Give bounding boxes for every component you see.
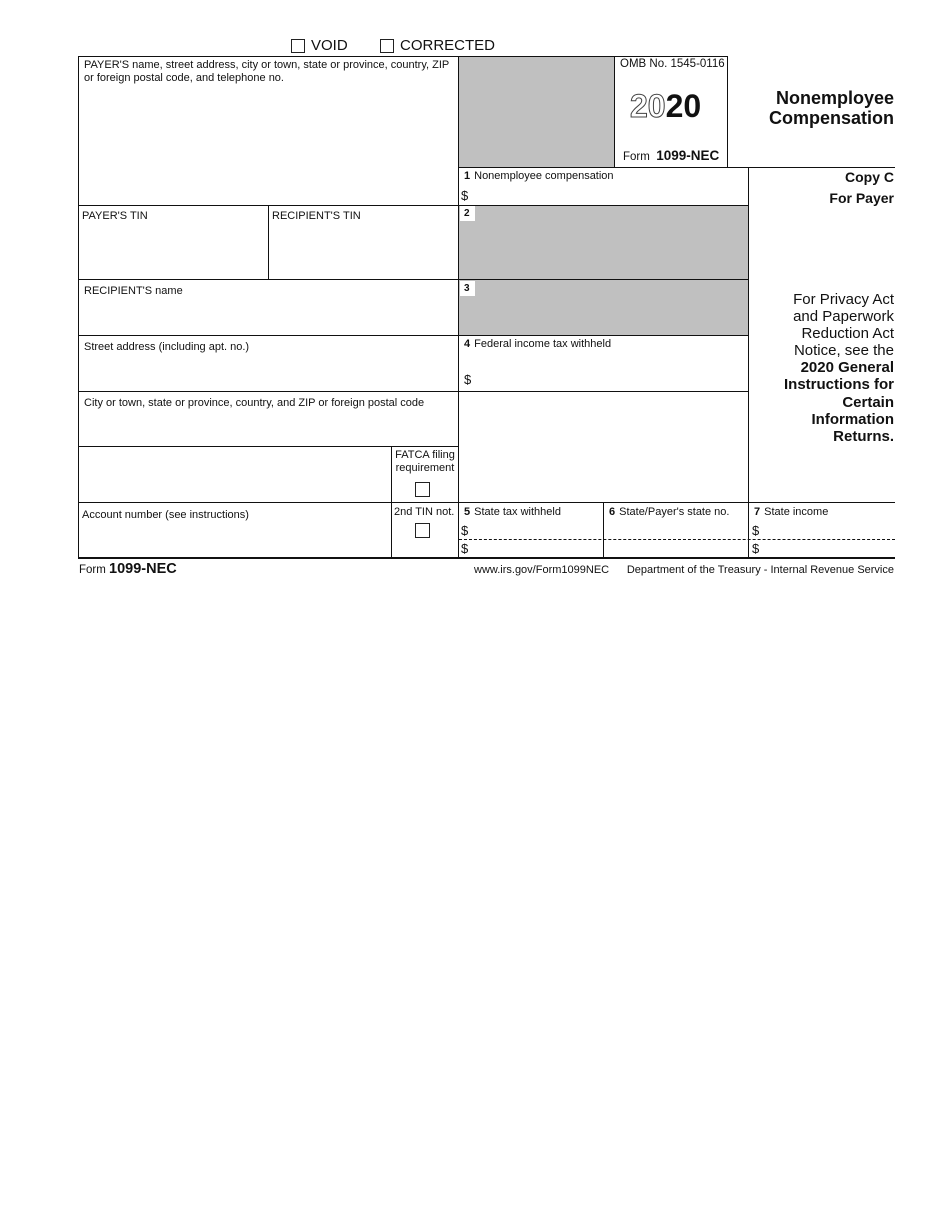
box1-label	[464, 170, 614, 183]
box3-number: 3	[460, 281, 475, 296]
footer-url: www.irs.gov/Form1099NEC	[474, 564, 610, 576]
box5-number: 5	[464, 506, 471, 518]
box6-text: State/Payer's state no.	[619, 506, 730, 518]
tax-year-outline: 20	[630, 88, 666, 124]
copy-name: Copy C	[845, 169, 894, 185]
tin-divider	[268, 205, 269, 279]
account-number-field[interactable]	[80, 524, 389, 555]
omb-right-divider	[727, 56, 728, 168]
box5-dollar-1: $	[461, 523, 469, 538]
account-number-label: Account number (see instructions)	[82, 509, 249, 521]
city-top-line	[78, 391, 748, 392]
box4-label	[464, 338, 611, 351]
void-checkbox[interactable]	[291, 39, 305, 53]
copy-column-divider	[748, 167, 749, 558]
recipient-name-field[interactable]	[80, 300, 456, 333]
omb-form-prefix: Form	[623, 151, 650, 163]
payer-name-label: PAYER'S name, street address, city or town, state or province, country, ZIP or foreign postal code, and telephone no.	[84, 59, 450, 84]
privacy-line5: 2020 General	[800, 359, 894, 377]
form-left-border	[78, 56, 79, 559]
footer-form-prefix: Form	[79, 564, 106, 576]
box4-field[interactable]	[475, 368, 746, 389]
street-address-field[interactable]	[80, 356, 456, 389]
footer-form-label	[79, 561, 177, 577]
box5-label	[464, 506, 561, 519]
omb-number: OMB No. 1545-0116	[620, 58, 725, 70]
omb-left-divider	[614, 56, 615, 168]
city-field[interactable]	[80, 412, 456, 444]
form-title-line1: Nonemployee	[775, 88, 894, 108]
fatca-checkbox[interactable]	[415, 482, 430, 497]
box7-dollar-1: $	[752, 523, 760, 538]
recipient-name-top-line	[78, 279, 748, 280]
payer-column-divider	[458, 56, 459, 559]
street-address-label: Street address (including apt. no.)	[84, 341, 250, 353]
privacy-line7: Certain	[842, 393, 894, 411]
payer-tin-label: PAYER'S TIN	[82, 210, 148, 222]
fatca-top-line	[78, 446, 459, 447]
privacy-line6: Instructions for	[783, 376, 894, 394]
tin-row-top-line	[78, 205, 748, 206]
box7-number: 7	[754, 506, 761, 518]
box5-6-divider	[603, 502, 604, 558]
privacy-line3: Reduction Act	[801, 325, 894, 343]
form-title	[748, 88, 894, 128]
box5-field-1[interactable]	[472, 522, 601, 538]
fatca-label	[393, 449, 457, 475]
box1-number: 1	[464, 170, 471, 182]
recipient-tin-field[interactable]	[270, 226, 456, 276]
second-tin-checkbox[interactable]	[415, 523, 430, 538]
state-dashed-line	[459, 539, 895, 540]
box4-dollar: $	[464, 372, 472, 387]
box5-text: State tax withheld	[474, 506, 561, 518]
privacy-line1: For Privacy Act	[793, 291, 894, 308]
recipient-name-label: RECIPIENT'S name	[84, 285, 183, 297]
privacy-line9: Returns.	[833, 427, 894, 445]
box4-number: 4	[464, 338, 471, 350]
payer-name-field[interactable]	[80, 90, 456, 202]
city-label: City or town, state or province, country, and ZIP or foreign postal code	[84, 397, 425, 409]
form-bottom-border	[78, 557, 895, 559]
privacy-notice	[752, 291, 894, 445]
second-tin-label: 2nd TIN not.	[394, 506, 455, 518]
box1-top-line	[459, 167, 895, 168]
box5-dollar-2: $	[461, 541, 469, 556]
box5-field-2[interactable]	[472, 541, 601, 556]
box4-text: Federal income tax withheld	[474, 338, 612, 350]
box1-dollar: $	[461, 188, 469, 203]
box6-field-2[interactable]	[606, 541, 746, 556]
shaded-box-2-3	[459, 205, 748, 335]
tax-year-bold: 20	[665, 88, 702, 124]
omb-form-name: 1099-NEC	[656, 148, 720, 163]
omb-form-label	[623, 148, 719, 163]
box7-dollar-2: $	[752, 541, 760, 556]
fatca-label-line1: FATCA filing	[395, 449, 455, 461]
recipient-tin-label: RECIPIENT'S TIN	[272, 210, 361, 222]
corrected-label: CORRECTED	[400, 37, 496, 54]
copy-for: For Payer	[829, 190, 894, 206]
box2-number: 2	[460, 206, 475, 221]
box6-label	[609, 506, 729, 519]
box1-text: Nonemployee compensation	[474, 170, 614, 182]
privacy-line2: and Paperwork	[793, 308, 894, 326]
form-top-border	[78, 56, 727, 57]
box1-field[interactable]	[472, 186, 746, 204]
box6-field-1[interactable]	[606, 522, 746, 538]
box7-field-2[interactable]	[763, 541, 893, 556]
box7-text: State income	[764, 506, 829, 518]
payer-tin-field[interactable]	[80, 226, 266, 276]
corrected-checkbox[interactable]	[380, 39, 394, 53]
box6-number: 6	[609, 506, 616, 518]
footer-form-name: 1099-NEC	[109, 561, 177, 577]
tax-year	[630, 88, 701, 124]
account-row-top-line	[78, 502, 895, 503]
shaded-header-area	[459, 57, 614, 167]
box7-field-1[interactable]	[763, 522, 893, 538]
fatca-label-line2: requirement	[395, 462, 455, 474]
form-title-line2: Compensation	[768, 108, 894, 128]
street-top-line	[78, 335, 748, 336]
box7-label	[754, 506, 828, 519]
privacy-line4: Notice, see the	[793, 342, 894, 360]
void-label: VOID	[311, 37, 348, 54]
privacy-line8: Information	[811, 410, 894, 428]
footer-department: Department of the Treasury - Internal Revenue Service	[626, 564, 894, 576]
